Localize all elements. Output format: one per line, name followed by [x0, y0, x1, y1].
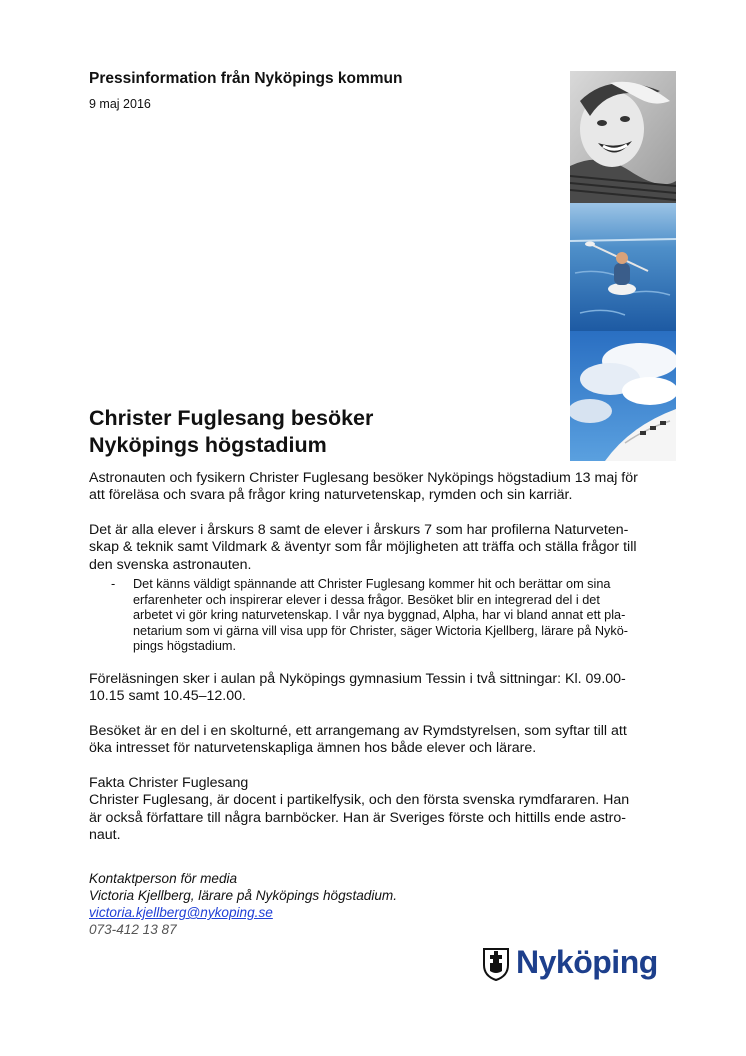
quote-line: Det känns väldigt spännande att Christer Fuglesang kommer hit och berättar om sina: [133, 577, 611, 591]
text-line: är också författare till några barnböcker. Han är Sveriges förste och hittills ende astro-: [89, 809, 627, 826]
headline: [89, 405, 373, 459]
text-line: öka intresset för naturvetenskapliga ämnen hos både elever och lärare.: [89, 740, 537, 757]
text-line: Astronauten och fysikern Christer Fuglesang besöker Nyköpings högstadium 13 maj för: [89, 470, 638, 486]
logo-wordmark: Nyköping: [516, 944, 658, 980]
contact-phone: 073-412 13 87: [89, 922, 177, 937]
header-title: Pressinformation från Nyköpings kommun: [89, 70, 403, 87]
text-line: den svenska astronauten.: [89, 556, 252, 573]
paragraph-intro: [89, 470, 679, 505]
text-line: naut.: [89, 827, 121, 844]
paragraph-tour: [89, 723, 679, 758]
quote-line: erfarenheter och inspirerar elever i dessa frågor. Besöket blir en integrerad del i det: [133, 592, 600, 607]
contact-block: [89, 870, 397, 938]
kayaker-photo: [570, 203, 676, 331]
text-line: Föreläsningen sker i aulan på Nyköpings gymnasium Tessin i två sittningar: Kl. 09.00-: [89, 671, 626, 687]
contact-name: Victoria Kjellberg, lärare på Nyköpings högstadium.: [89, 888, 398, 903]
clouds-airplane-photo: [570, 331, 676, 461]
text-line: 10.15 samt 10.45–12.00.: [89, 688, 246, 705]
coat-of-arms-icon: [482, 947, 510, 986]
text-line: skap & teknik samt Vildmark & äventyr som får möjligheten att träffa och ställa frågor till: [89, 539, 637, 556]
text-line: Christer Fuglesang, är docent i partikelfysik, och den första svenska rymdfararen. Han: [89, 792, 630, 809]
text-line: Fakta Christer Fuglesang: [89, 775, 249, 791]
laughing-boy-photo: [570, 71, 676, 203]
quote-line: netarium som vi gärna vill visa upp för Christer, säger Wictoria Kjellberg, lärare på Nykö-: [133, 623, 628, 638]
header-date: 9 maj 2016: [89, 97, 151, 111]
paragraph-participants: [89, 522, 679, 574]
text-line: Det är alla elever i årskurs 8 samt de elever i årskurs 7 som har profilerna Naturveten-: [89, 522, 629, 538]
headline-line-2: Nyköpings högstadium: [89, 433, 327, 457]
contact-heading: Kontaktperson för media: [89, 871, 238, 886]
text-line: att föreläsa och svara på frågor kring naturvetenskap, rymden och sin karriär.: [89, 487, 573, 504]
contact-email-link[interactable]: victoria.kjellberg@nykoping.se: [89, 905, 273, 920]
quote-line: arbetet vi gör kring naturvetenskap. I vår nya byggnad, Alpha, har vi bland annat ett pla-: [133, 608, 626, 622]
headline-line-1: Christer Fuglesang besöker: [89, 406, 374, 430]
quote-dash: -: [111, 577, 116, 591]
text-line: Besöket är en del i en skolturné, ett arrangemang av Rymdstyrelsen, som syftar till att: [89, 723, 627, 739]
paragraph-schedule: [89, 671, 679, 706]
paragraph-facts: [89, 775, 679, 845]
nykoping-logo: [482, 945, 682, 985]
quote-line: pings högstadium.: [133, 639, 236, 653]
